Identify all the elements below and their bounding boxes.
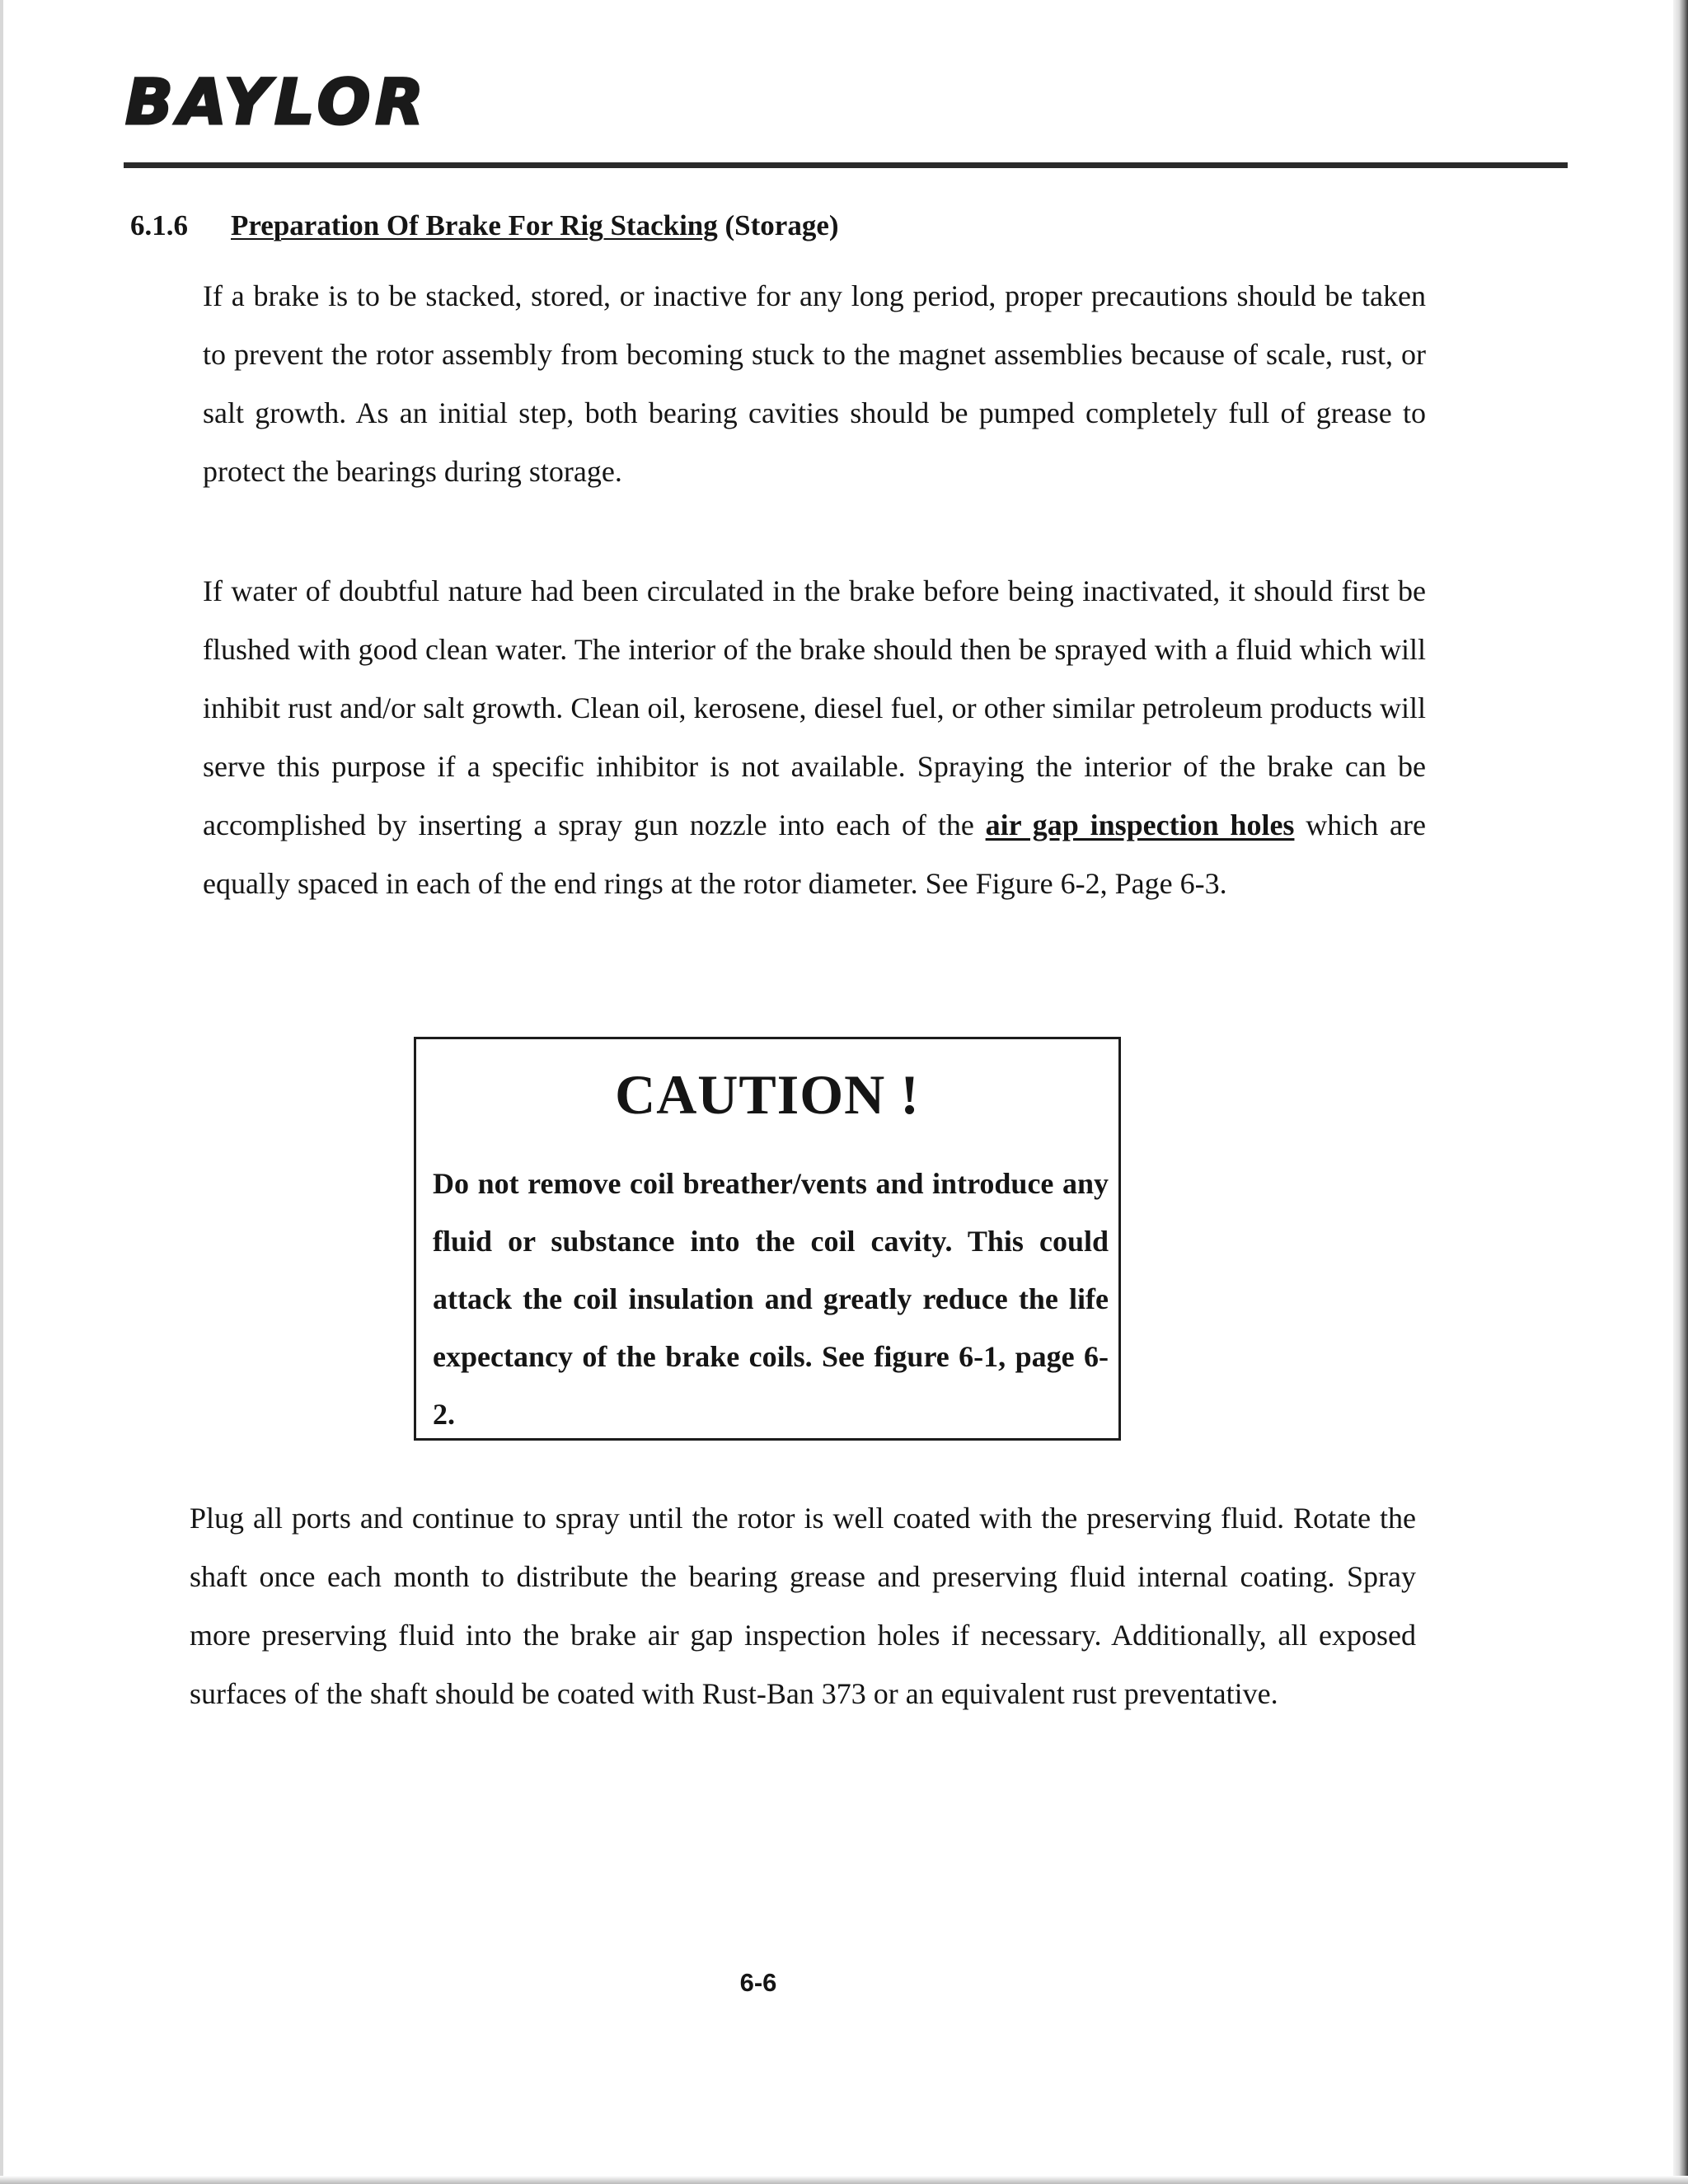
plug-ports-paragraph: Plug all ports and continue to spray until the rotor is well coated with the preserving fluid. Rotate the shaft once each month to distribute the bearing grease and preserving fluid internal coating. Spray more preserving fluid into the brake air gap inspection holes if necessary. Additionally, all exposed surfaces of the shaft should be coated with Rust-Ban 373 or an equivalent rust preventative.	[190, 1502, 1416, 1710]
scan-edge-left	[0, 0, 3, 2184]
scan-edge-right	[1673, 0, 1688, 2184]
caution-text: Do not remove coil breather/vents and introduce any fluid or substance into the coil cavity. This could attack the coil insulation and greatly reduce the life expectancy of the brake coils. See figure 6-1, page 6-2.	[433, 1167, 1109, 1431]
page-number: 6-6	[739, 1968, 777, 1997]
section-number: 6.1.6	[130, 209, 188, 241]
section-title-suffix: (Storage)	[717, 209, 839, 241]
storage-paragraph: If a brake is to be stacked, stored, or inactive for any long period, proper precautions should be taken to prevent the rotor assembly from becoming stuck to the magnet assemblies because of scale, rust, or salt growth. As an initial step, both bearing cavities should be pumped completely full of grease to protect the bearings during storage.	[203, 279, 1426, 488]
section-title: Preparation Of Brake For Rig Stacking	[231, 209, 718, 241]
section-heading	[130, 209, 839, 242]
baylor-logo	[122, 65, 526, 138]
caution-title: CAUTION !	[615, 1063, 920, 1126]
caution-box	[414, 1037, 1121, 1441]
logo-text: BAYLOR	[125, 65, 429, 138]
flush-paragraph-end: which are equally spaced in each of the end rings at the rotor diameter. See Figure 6-2, Page 6-3.	[203, 808, 1426, 900]
air-gap-inspection-holes-emphasis: air gap inspection holes	[985, 808, 1295, 841]
header-rule	[124, 162, 1568, 168]
scan-edge-bottom	[0, 2176, 1688, 2184]
flush-paragraph-start: If water of doubtful nature had been circulated in the brake before being inactivated, it should first be flushed with good clean water. The interior of the brake should then be sprayed with a fluid which will inhibit rust and/or salt growth. Clean oil, kerosene, diesel fuel, or other similar petroleum products will serve this purpose if a specific inhibitor is not available. Spraying the interior of the brake can be accomplished by inserting a spray gun nozzle into each of the	[203, 574, 1426, 841]
flush-paragraph	[203, 562, 1426, 913]
